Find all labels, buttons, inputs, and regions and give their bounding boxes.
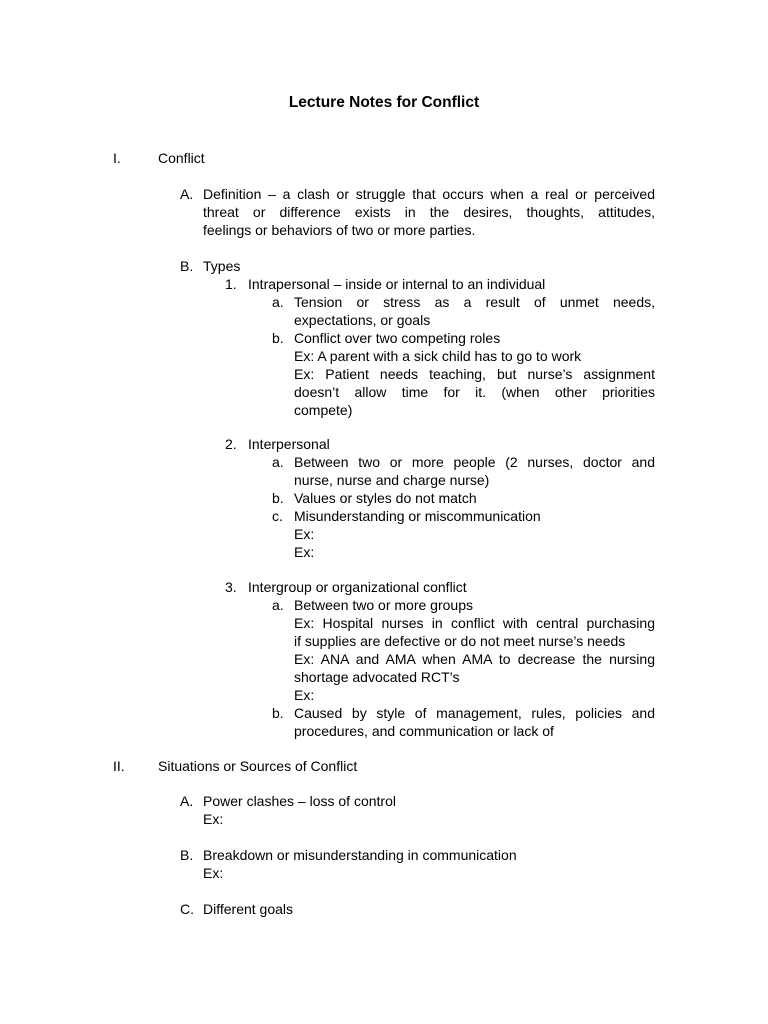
type-1b-marker: b. [272, 330, 284, 346]
type-2c-marker: c. [272, 508, 283, 524]
type-1b-example-2-line-2: doesn’t allow time for it. (when other priorities [294, 384, 655, 400]
type-3b-marker: b. [272, 705, 284, 721]
type-3-label: Intergroup or organizational conflict [248, 579, 467, 595]
section-1-heading: Conflict [158, 150, 205, 166]
type-1-marker: 1. [225, 276, 237, 292]
definition-line-2: threat or difference exists in the desires, thoughts, attitudes, [203, 204, 655, 220]
type-2c-example-2: Ex: [294, 544, 315, 560]
type-2-marker: 2. [225, 436, 237, 452]
types-heading: Types [203, 258, 241, 274]
type-2-label: Interpersonal [248, 436, 330, 452]
type-1b-example-2-line-3: compete) [294, 402, 353, 418]
item-1a-marker: A. [180, 186, 194, 202]
type-1a-line-1: Tension or stress as a result of unmet needs, [294, 294, 655, 310]
definition-line-1: Definition – a clash or struggle that occurs when a real or perceived [203, 186, 655, 202]
type-3a-example-1-line-1: Ex: Hospital nurses in conflict with central purchasing [294, 615, 655, 631]
type-3b-line-2: procedures, and communication or lack of [294, 723, 554, 739]
type-2b-marker: b. [272, 490, 284, 506]
type-3b-line-1: Caused by style of management, rules, policies and [294, 705, 655, 721]
type-2c-label: Misunderstanding or miscommunication [294, 508, 541, 524]
type-2a-marker: a. [272, 454, 284, 470]
item-2c-label: Different goals [203, 901, 294, 917]
type-3a-example-2-line-2: shortage advocated RCT’s [294, 669, 460, 685]
section-1-number: I. [113, 150, 121, 166]
type-2a-line-2: nurse, nurse and charge nurse) [294, 472, 490, 488]
type-1b-example-1: Ex: A parent with a sick child has to go to work [294, 348, 582, 364]
type-1b-label: Conflict over two competing roles [294, 330, 501, 346]
type-1a-line-2: expectations, or goals [294, 312, 431, 328]
type-3-marker: 3. [225, 579, 237, 595]
type-1a-marker: a. [272, 294, 284, 310]
type-2a-line-1: Between two or more people (2 nurses, doctor and [294, 454, 655, 470]
type-1-label: Intrapersonal – inside or internal to an individual [248, 276, 546, 292]
item-1b-marker: B. [180, 258, 194, 274]
item-2a-marker: A. [180, 793, 194, 809]
type-3a-example-2-line-1: Ex: ANA and AMA when AMA to decrease the nursing [294, 651, 655, 667]
document-title: Lecture Notes for Conflict [288, 94, 480, 111]
type-3a-example-1-line-2: if supplies are defective or do not meet nurse’s needs [294, 633, 626, 649]
type-1b-example-2-line-1: Ex: Patient needs teaching, but nurse’s assignment [294, 366, 655, 382]
definition-line-3: feelings or behaviors of two or more parties. [203, 222, 476, 238]
section-2-number: II. [113, 758, 125, 774]
type-3a-marker: a. [272, 597, 284, 613]
item-2b-label: Breakdown or misunderstanding in communication [203, 847, 517, 863]
type-2c-example-1: Ex: [294, 526, 315, 542]
type-2b-label: Values or styles do not match [294, 490, 477, 506]
item-2b-example: Ex: [203, 865, 224, 881]
section-2-heading: Situations or Sources of Conflict [158, 758, 358, 774]
item-2b-marker: B. [180, 847, 194, 863]
item-2c-marker: C. [180, 901, 194, 917]
item-2a-example: Ex: [203, 811, 224, 827]
type-3a-label: Between two or more groups [294, 597, 473, 613]
item-2a-label: Power clashes – loss of control [203, 793, 396, 809]
type-3a-example-3: Ex: [294, 687, 315, 703]
